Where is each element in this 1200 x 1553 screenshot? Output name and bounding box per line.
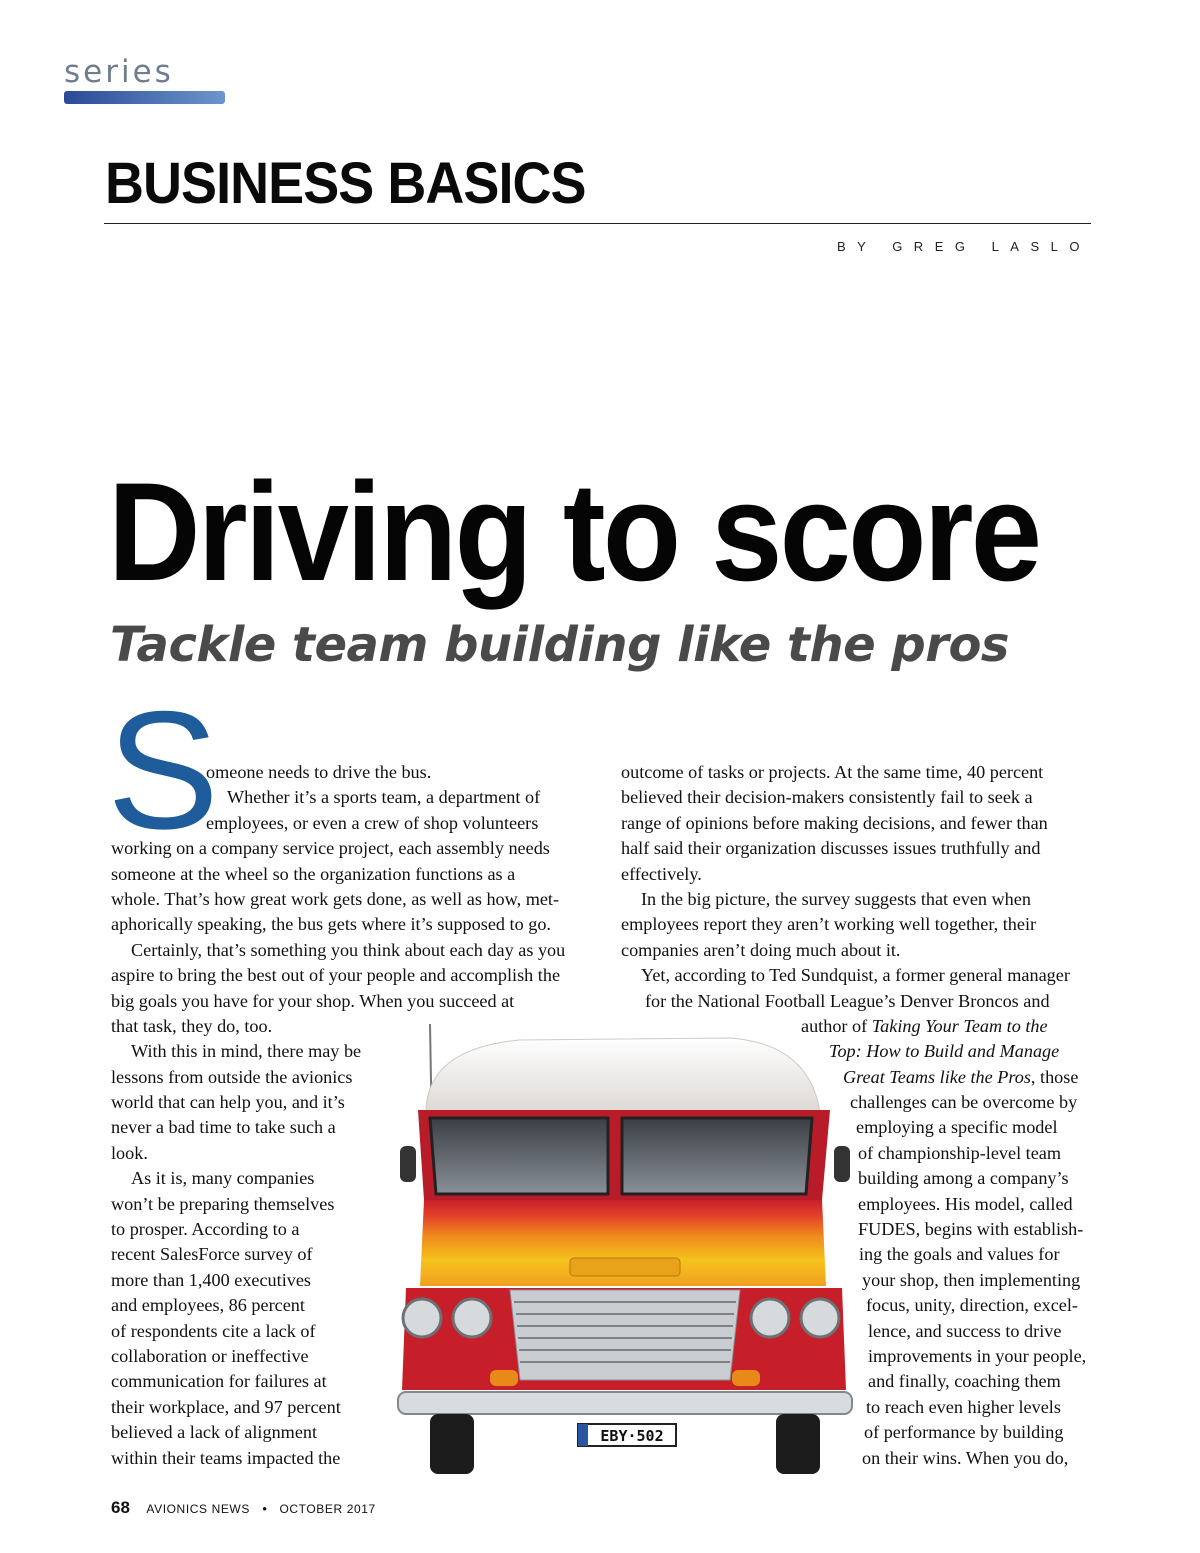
- body-line: their workplace, and 97 percent: [111, 1396, 341, 1417]
- body-line: world that can help you, and it’s: [111, 1092, 345, 1113]
- title-rule: [104, 223, 1091, 224]
- body-line: lessons from outside the avionics: [111, 1066, 353, 1087]
- body-line: ing the goals and values for: [859, 1244, 1060, 1265]
- body-line: believed their decision-makers consistently fail to seek a: [621, 787, 1033, 808]
- series-label: series: [64, 54, 174, 90]
- body-line: FUDES, begins with establish-: [858, 1219, 1084, 1240]
- body-line: Whether it’s a sports team, a department of: [227, 787, 541, 808]
- body-line: to reach even higher levels: [866, 1396, 1061, 1417]
- body-line: of championship-level team: [858, 1142, 1062, 1163]
- body-line: In the big picture, the survey suggests that even when: [641, 888, 1031, 909]
- body-line: companies aren’t doing much about it.: [621, 939, 901, 960]
- drop-cap: S: [107, 676, 220, 864]
- body-line: and employees, 86 percent: [111, 1295, 305, 1316]
- body-line: range of opinions before making decisions, and fewer than: [621, 812, 1048, 833]
- byline: BY GREG LASLO: [836, 239, 1091, 254]
- body-line: author of Taking Your Team to the: [801, 1015, 1048, 1036]
- article-subhead: Tackle team building like the pros: [110, 617, 1009, 673]
- body-line: working on a company service project, each assembly needs: [111, 838, 550, 859]
- article-headline: Driving to score: [108, 453, 1040, 610]
- body-line: effectively.: [621, 863, 702, 884]
- body-line: of respondents cite a lack of: [111, 1320, 316, 1341]
- body-line: collaboration or ineffective: [111, 1345, 309, 1366]
- section-title: BUSINESS BASICS: [105, 151, 586, 216]
- body-line: more than 1,400 executives: [111, 1269, 312, 1290]
- body-line: employing a specific model: [856, 1117, 1058, 1138]
- body-line: aphorically speaking, the bus gets where it’s supposed to go.: [111, 914, 551, 935]
- body-line: employees. His model, called: [858, 1193, 1073, 1214]
- body-line: Yet, according to Ted Sundquist, a former general manager: [641, 965, 1070, 986]
- body-line: your shop, then implementing: [862, 1269, 1081, 1290]
- body-line: that task, they do, too.: [111, 1015, 273, 1036]
- footer-separator: •: [262, 1501, 267, 1516]
- body-line: half said their organization discusses issues truthfully and: [621, 838, 1041, 859]
- body-line: never a bad time to take such a: [111, 1117, 336, 1138]
- body-line: believed a lack of alignment: [111, 1422, 318, 1443]
- body-line: whole. That’s how great work gets done, as well as how, met-: [111, 888, 560, 909]
- body-line: on their wins. When you do,: [862, 1447, 1069, 1468]
- body-line: communication for failures at: [111, 1371, 327, 1392]
- body-line: won’t be preparing themselves: [111, 1193, 335, 1214]
- body-line: and finally, coaching them: [868, 1371, 1061, 1392]
- body-line: With this in mind, there may be: [131, 1041, 362, 1062]
- body-line: Top: How to Build and Manage: [829, 1041, 1060, 1062]
- body-line: employees, or even a crew of shop volunteers: [206, 812, 539, 833]
- body-line: of performance by building: [864, 1422, 1064, 1443]
- body-line: employees report they aren’t working well together, their: [621, 914, 1037, 935]
- body-line: omeone needs to drive the bus.: [206, 762, 432, 782]
- body-line: outcome of tasks or projects. At the same time, 40 percent: [621, 762, 1044, 782]
- body-line: focus, unity, direction, excel-: [866, 1295, 1078, 1316]
- page-number: 68: [111, 1498, 130, 1517]
- bus-photo: [390, 1018, 860, 1500]
- body-line: Great Teams like the Pros, those: [843, 1066, 1079, 1087]
- body-line: big goals you have for your shop. When you succeed at: [111, 990, 515, 1011]
- body-line: within their teams impacted the: [111, 1447, 341, 1468]
- body-line: someone at the wheel so the organization functions as a: [111, 863, 516, 884]
- body-line: Certainly, that’s something you think about each day as you: [131, 939, 566, 960]
- body-line: recent SalesForce survey of: [111, 1244, 313, 1265]
- license-plate-text: EBY·502: [600, 1427, 664, 1445]
- body-line: lence, and success to drive: [868, 1320, 1062, 1341]
- body-line: for the National Football League’s Denver Broncos and: [645, 990, 1050, 1011]
- issue-date: OCTOBER 2017: [279, 1502, 376, 1516]
- page-footer: [111, 1498, 376, 1518]
- series-accent-bar: [64, 91, 225, 104]
- body-line: to prosper. According to a: [111, 1219, 300, 1240]
- body-line: challenges can be overcome by: [850, 1092, 1078, 1113]
- body-line: As it is, many companies: [131, 1168, 315, 1189]
- body-line: building among a company’s: [858, 1168, 1069, 1189]
- body-line: look.: [111, 1142, 148, 1163]
- body-line: improvements in your people,: [868, 1345, 1087, 1366]
- magazine-name: AVIONICS NEWS: [146, 1502, 250, 1516]
- body-line: aspire to bring the best out of your people and accomplish the: [111, 965, 561, 986]
